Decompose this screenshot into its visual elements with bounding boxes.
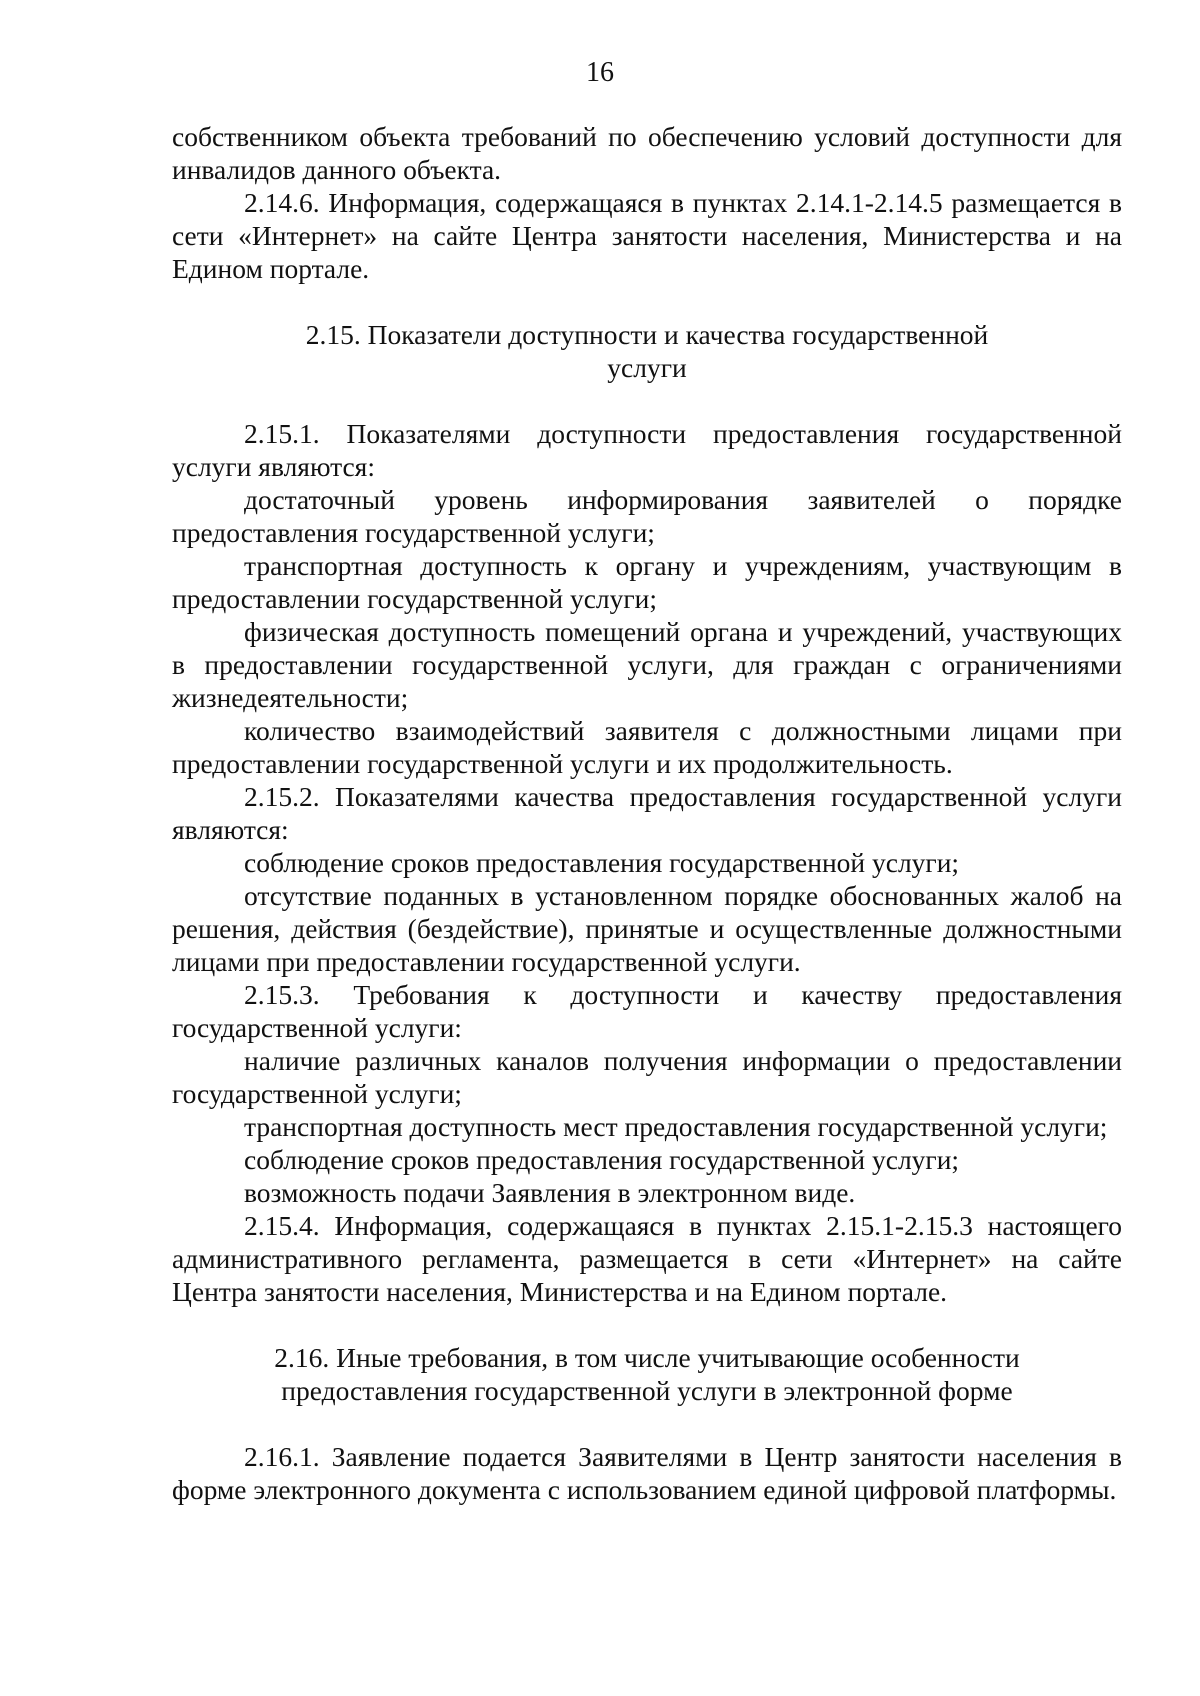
paragraph-continuation: собственником объекта требований по обеспечению условий доступности для инвалидов данного объекта. <box>172 121 1122 185</box>
paragraph-2-15-2: 2.15.2. Показателями качества предоставления государственной услуги являются: <box>172 781 1122 845</box>
paragraph-2-15-1: 2.15.1. Показателями доступности предоставления государственной услуги являются: <box>172 418 1122 482</box>
list-item-transport-places: транспортная доступность мест предоставления государственной услуги; <box>244 1111 1108 1142</box>
spacer <box>172 384 1122 417</box>
paragraph-2-15-3: 2.15.3. Требования к доступности и качеству предоставления государственной услуги: <box>172 979 1122 1043</box>
paragraph-2-16-1: 2.16.1. Заявление подается Заявителями в Центр занятости населения в форме электронного документа с использованием единой цифровой платформы. <box>172 1441 1122 1505</box>
list-item-transport-access: транспортная доступность к органу и учреждениям, участвующим в предоставлении государственной услуги; <box>172 550 1122 614</box>
list-item-interactions: количество взаимодействий заявителя с должностными лицами при предоставлении государственной услуги и их продолжительность. <box>172 715 1122 779</box>
list-item-channels: наличие различных каналов получения информации о предоставлении государственной услуги; <box>172 1045 1122 1109</box>
spacer <box>172 1308 1122 1341</box>
list-item-deadlines: соблюдение сроков предоставления государственной услуги; <box>244 847 960 878</box>
list-item-physical-access: физическая доступность помещений органа и учреждений, участвующих в предоставлении государственной услуги, для граждан с ограничениями жизнедеятельности; <box>172 616 1122 713</box>
spacer <box>172 1407 1122 1440</box>
paragraph-2-15-4: 2.15.4. Информация, содержащаяся в пунктах 2.15.1-2.15.3 настоящего административного регламента, размещается в сети «Интернет» на сайте Центра занятости населения, Министерства и на Едином портале. <box>172 1210 1122 1307</box>
list-item-electronic: возможность подачи Заявления в электронном виде. <box>244 1177 856 1208</box>
spacer <box>172 285 1122 318</box>
page-number: 16 <box>586 57 614 88</box>
heading-2-16-line2: предоставления государственной услуги в электронной форме <box>281 1375 1013 1406</box>
list-item-deadlines-2: соблюдение сроков предоставления государственной услуги; <box>244 1144 960 1175</box>
paragraph-2-14-6: 2.14.6. Информация, содержащаяся в пунктах 2.14.1-2.14.5 размещается в сети «Интернет» на сайте Центра занятости населения, Министерства и на Едином портале. <box>172 187 1122 284</box>
heading-2-15-line2: услуги <box>607 352 687 383</box>
document-body <box>172 120 1122 1506</box>
list-item-informing: достаточный уровень информирования заявителей о порядке предоставления государственной услуги; <box>172 484 1122 548</box>
heading-2-16-line1: 2.16. Иные требования, в том числе учитывающие особенности <box>274 1342 1020 1373</box>
heading-2-15-line1: 2.15. Показатели доступности и качества государственной <box>305 319 989 350</box>
list-item-no-complaints: отсутствие поданных в установленном порядке обоснованных жалоб на решения, действия (бездействие), принятые и осуществленные должностными лицами при предоставлении государственной услуги. <box>172 880 1122 977</box>
